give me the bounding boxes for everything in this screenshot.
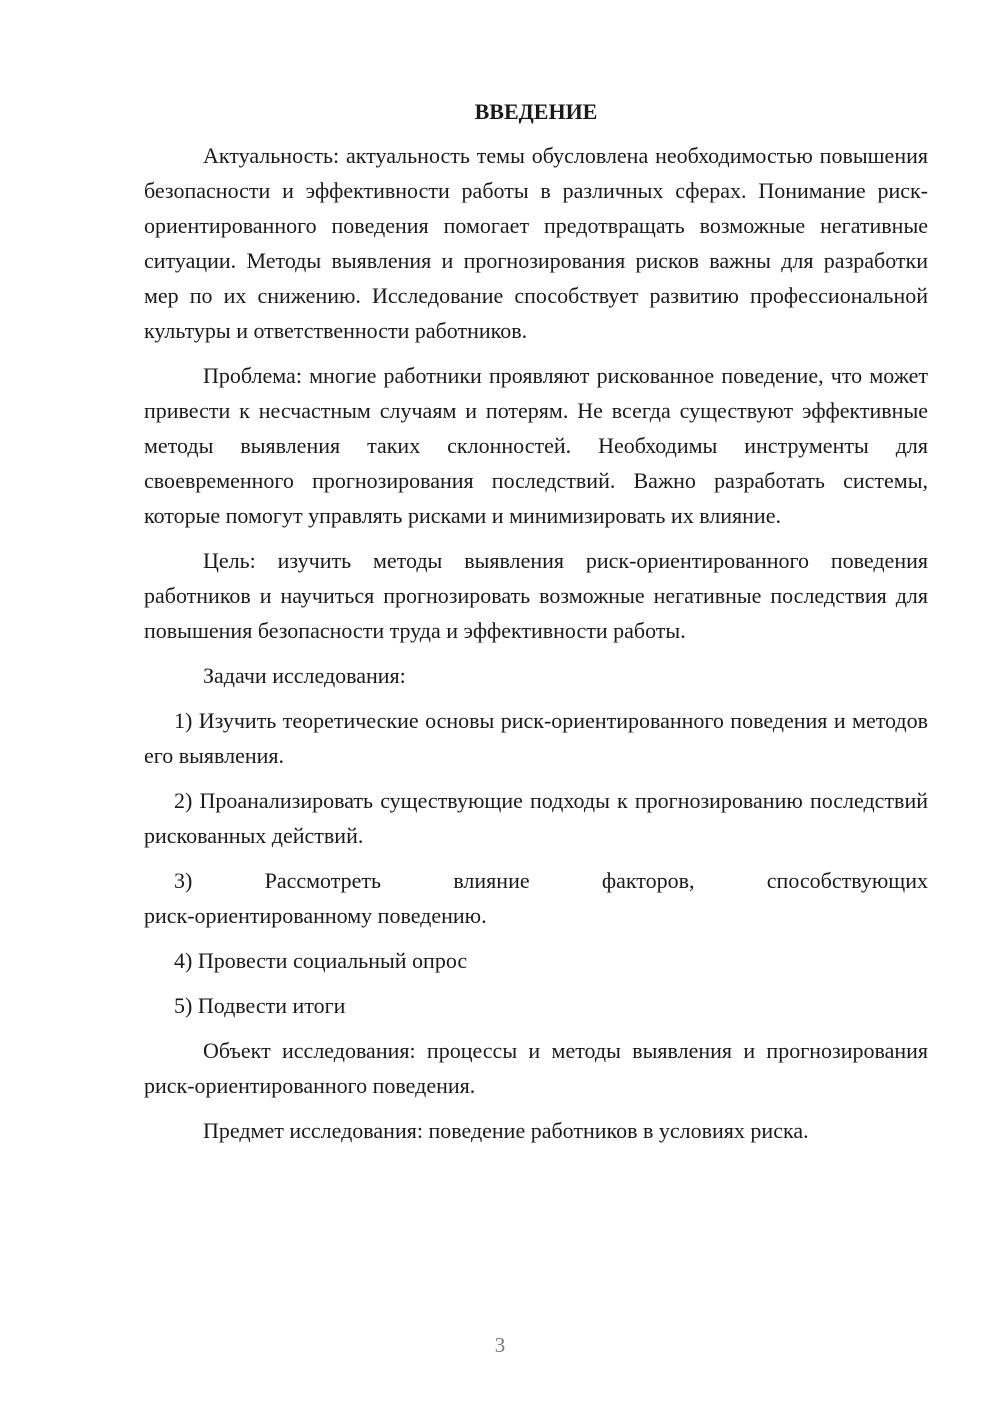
section-title: ВВЕДЕНИЕ xyxy=(474,99,598,124)
task-item-1: 1) Изучить теоретические основы риск-ориентированного поведения и методов его выявления. xyxy=(144,708,928,768)
task-item-3-line-2: риск-ориентированному поведению. xyxy=(144,903,487,928)
problem-paragraph: Проблема: многие работники проявляют рискованное поведение, что может привести к несчастным случаям и потерям. Не всегда существуют эффективные методы выявления таких склонностей. Необходимы инструменты для своевременного прогнозирования последствий. Важно разработать системы, которые помогут управлять рисками и минимизировать их влияние. xyxy=(144,363,928,528)
task-item-5: 5) Подвести итоги xyxy=(174,993,346,1018)
page-number: 3 xyxy=(494,1333,506,1357)
tasks-heading: Задачи исследования: xyxy=(203,663,406,688)
task-item-3-line-1: 3) Рассмотреть влияние факторов, способствующих xyxy=(174,868,928,893)
task-item-3 xyxy=(144,863,928,933)
goal-paragraph: Цель: изучить методы выявления риск-ориентированного поведения работников и научиться прогнозировать возможные негативные последствия для повышения безопасности труда и эффективности работы. xyxy=(144,548,928,643)
page-content xyxy=(144,94,928,1158)
task-item-2: 2) Проанализировать существующие подходы к прогнозированию последствий рискованных действий. xyxy=(144,788,928,848)
task-item-4: 4) Провести социальный опрос xyxy=(174,948,468,973)
subject-paragraph: Предмет исследования: поведение работников в условиях риска. xyxy=(203,1118,809,1143)
relevance-paragraph: Актуальность: актуальность темы обусловлена необходимостью повышения безопасности и эффективности работы в различных сферах. Понимание риск-ориентированного поведения помогает предотвращать возможные негативные ситуации. Методы выявления и прогнозирования рисков важны для разработки мер по их снижению. Исследование способствует развитию профессиональной культуры и ответственности работников. xyxy=(144,143,928,343)
object-paragraph: Объект исследования: процессы и методы выявления и прогнозирования риск-ориентированного поведения. xyxy=(144,1038,928,1098)
